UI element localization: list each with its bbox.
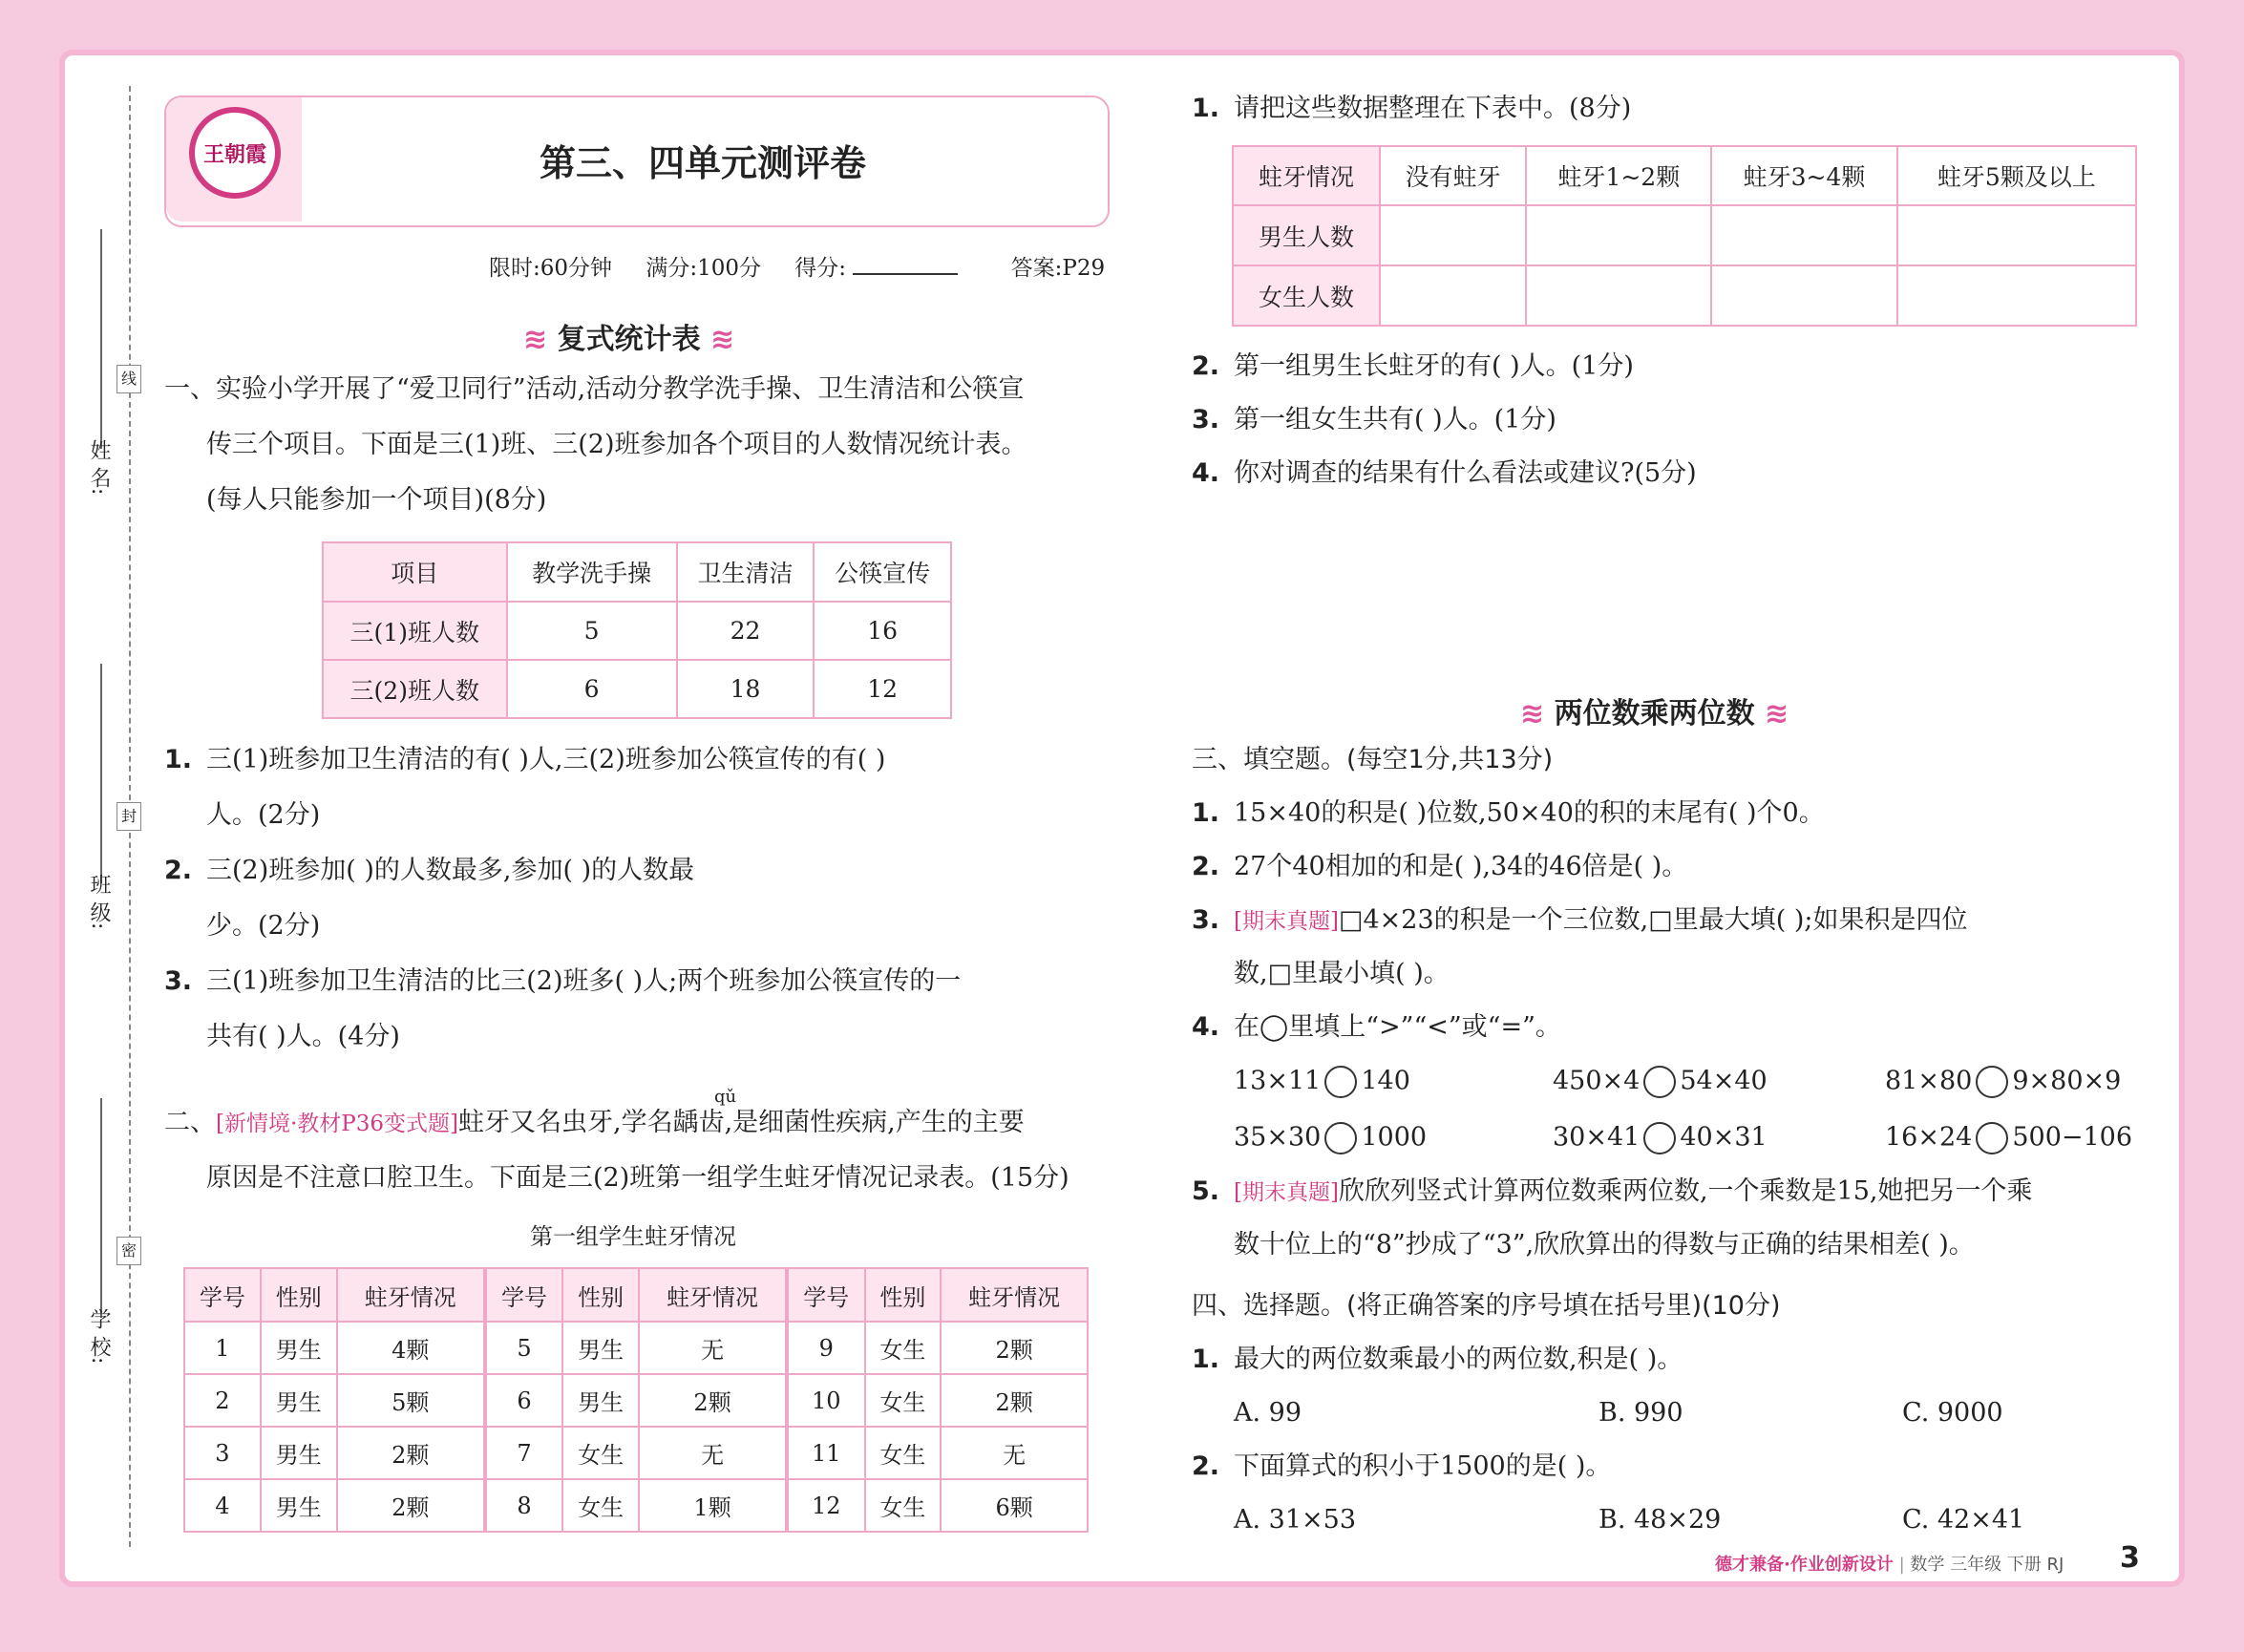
wave-right-icon: ≋ [1765, 697, 1789, 731]
class-label: 班 级: [87, 874, 111, 930]
table-cell: 无 [639, 1322, 787, 1374]
compare-right: 1000 [1361, 1122, 1428, 1153]
p1-q3-number: 3. [164, 966, 193, 996]
r-q3-number: 3. [1192, 405, 1220, 434]
teeth-record-table [183, 1267, 1089, 1533]
table-cell: 2颗 [941, 1374, 1088, 1427]
table-row-label: 三(2)班人数 [323, 660, 507, 718]
table-header: 蛀牙情况 [639, 1268, 787, 1322]
p1-q2-line1: 三(2)班参加( )的人数最多,参加( )的人数最 [206, 856, 695, 885]
answer-cell[interactable] [1380, 205, 1526, 265]
seal-mark-line: 线 [116, 365, 141, 393]
table-cell: 男生 [261, 1427, 337, 1479]
compare-item [1885, 1066, 2121, 1098]
school-blank [100, 1098, 102, 1318]
table-header: 性别 [261, 1268, 337, 1322]
full-score: 满分:100分 [646, 256, 761, 281]
table-header: 学号 [787, 1268, 864, 1322]
table-cell: 16 [814, 602, 951, 660]
table-cell: 男生 [562, 1322, 639, 1374]
table-cell: 女生 [865, 1322, 942, 1374]
p1-q3-line1: 三(1)班参加卫生清洁的比三(2)班多( )人;两个班参加公筷宣传的一 [206, 966, 962, 996]
p3-q3-line1-text: □4×23的积是一个三位数,□里最大填( );如果积是四位 [1338, 905, 1968, 935]
table-header: 性别 [865, 1268, 942, 1322]
part2-line2: 原因是不注意口腔卫生。下面是三(2)班第一组学生蛀牙情况记录表。(15分) [206, 1163, 1069, 1193]
p3-q2-number: 2. [1192, 852, 1220, 881]
compare-right: 54×40 [1680, 1066, 1768, 1096]
part3-title: 三、填空题。(每空1分,共13分) [1192, 745, 1554, 774]
pinyin-annotation: qǔ [714, 1087, 737, 1107]
table-cell: 无 [941, 1427, 1088, 1479]
r-q1-text: 请把这些数据整理在下表中。(8分) [1234, 94, 1632, 123]
compare-circle-icon[interactable] [1643, 1122, 1676, 1154]
p3-q5-number: 5. [1192, 1176, 1220, 1206]
compare-left: 81×80 [1885, 1066, 1973, 1096]
p3-q1-number: 1. [1192, 798, 1220, 828]
table-header: 没有蛀牙 [1380, 146, 1526, 205]
table-cell: 6 [485, 1374, 562, 1427]
page-title: 第三、四单元测评卷 [539, 142, 866, 184]
r-q2-number: 2. [1192, 351, 1220, 381]
p1-q3-line2: 共有( )人。(4分) [206, 1022, 400, 1051]
compare-circle-icon[interactable] [1976, 1122, 2008, 1154]
table-cell: 女生 [562, 1427, 639, 1479]
table-cell: 9 [787, 1322, 864, 1374]
compare-item [1234, 1066, 1410, 1098]
table-cell: 18 [677, 660, 815, 718]
compare-right: 9×80×9 [2012, 1066, 2122, 1096]
part2-line1 [164, 1108, 1025, 1138]
table-cell: 1 [184, 1322, 261, 1374]
p1-q2-number: 2. [164, 856, 193, 885]
table-header: 项目 [323, 542, 507, 602]
p1-q1-line1: 三(1)班参加卫生清洁的有( )人,三(2)班参加公筷宣传的有( ) [206, 745, 886, 774]
table-cell: 10 [787, 1374, 864, 1427]
compare-right: 140 [1361, 1066, 1410, 1096]
p3-q5-tag: [期末真题] [1234, 1180, 1339, 1205]
logo-text: 王朝霞 [202, 142, 266, 167]
table-cell: 男生 [261, 1374, 337, 1427]
footer-info: 数学 三年级 下册 RJ [1910, 1555, 2064, 1575]
table-cell: 男生 [261, 1479, 337, 1532]
section-title-statistics-text: 复式统计表 [557, 323, 701, 356]
section-title-multiplication-text: 两位数乘两位数 [1554, 697, 1755, 731]
table-cell: 2颗 [941, 1322, 1088, 1374]
exam-info [489, 250, 1105, 282]
table-cell: 女生 [562, 1479, 639, 1532]
p4-q1-option-a[interactable]: A. 99 [1234, 1398, 1302, 1428]
p1-q2-line2: 少。(2分) [206, 911, 321, 941]
table-header: 学号 [184, 1268, 261, 1322]
answer-cell[interactable] [1380, 265, 1526, 326]
compare-item [1553, 1066, 1768, 1098]
r-q2-text: 第一组男生长蛀牙的有( )人。(1分) [1234, 351, 1634, 381]
table-header: 卫生清洁 [677, 542, 815, 602]
compare-item [1553, 1122, 1768, 1154]
p4-q1-number: 1. [1192, 1345, 1220, 1374]
score-blank[interactable] [853, 273, 958, 275]
table-cell: 2 [184, 1374, 261, 1427]
p4-q1-option-b[interactable]: B. 990 [1598, 1398, 1683, 1428]
table-cell: 5颗 [337, 1374, 485, 1427]
p3-q5-line1-text: 欣欣列竖式计算两位数乘两位数,一个乘数是15,她把另一个乘 [1338, 1176, 2033, 1206]
p1-q1-line2: 人。(2分) [206, 800, 321, 830]
p3-q5-line1 [1234, 1176, 2032, 1207]
part4-title: 四、选择题。(将正确答案的序号填在括号里)(10分) [1192, 1291, 1781, 1321]
compare-left: 450×4 [1553, 1066, 1641, 1096]
table-cell: 女生 [865, 1374, 942, 1427]
table-header: 蛀牙情况 [1233, 146, 1380, 205]
p4-q2-option-a[interactable]: A. 31×53 [1234, 1505, 1356, 1535]
table-cell: 5 [507, 602, 677, 660]
p4-q2-option-c[interactable]: C. 42×41 [1902, 1505, 2025, 1535]
part2-prefix: 二、 [164, 1108, 216, 1137]
table-cell: 男生 [562, 1374, 639, 1427]
school-label: 学 校: [87, 1308, 111, 1365]
table-cell: 女生 [865, 1427, 942, 1479]
table-row-label: 三(1)班人数 [323, 602, 507, 660]
table-cell: 4颗 [337, 1322, 485, 1374]
section-title-multiplication [1520, 689, 1789, 731]
table-cell: 2颗 [639, 1374, 787, 1427]
p3-q3-line2: 数,□里最小填( )。 [1234, 959, 1450, 988]
answer-cell[interactable] [1526, 265, 1711, 326]
compare-item [1234, 1122, 1427, 1154]
compare-left: 35×30 [1234, 1122, 1322, 1153]
section-title-statistics [523, 315, 734, 357]
p4-q2-number: 2. [1192, 1451, 1220, 1481]
wave-right-icon: ≋ [710, 323, 735, 356]
table-cell: 11 [787, 1427, 864, 1479]
answer-cell[interactable] [1526, 205, 1711, 265]
compare-left: 13×11 [1234, 1066, 1322, 1096]
r-q3-text: 第一组女生共有( )人。(1分) [1234, 405, 1556, 434]
class-blank [100, 664, 102, 883]
part2-line1-text: 蛀牙又名虫牙,学名龋齿,是细菌性疾病,产生的主要 [458, 1108, 1025, 1137]
compare-circle-icon[interactable] [1324, 1122, 1357, 1154]
answer-cell[interactable] [1711, 205, 1896, 265]
compare-circle-icon[interactable] [1976, 1066, 2008, 1098]
table-header: 公筷宣传 [814, 542, 951, 602]
table-row-label: 女生人数 [1233, 265, 1380, 326]
table-cell: 12 [814, 660, 951, 718]
time-limit: 限时:60分钟 [489, 256, 613, 281]
table-cell: 6 [507, 660, 677, 718]
compare-right: 500−106 [2012, 1122, 2133, 1153]
p4-q2-text: 下面算式的积小于1500的是( )。 [1234, 1451, 1612, 1481]
compare-left: 16×24 [1885, 1122, 1973, 1153]
table-header: 蛀牙情况 [941, 1268, 1088, 1322]
table-cell: 6颗 [941, 1479, 1088, 1532]
compare-item [1885, 1122, 2132, 1154]
table-cell: 5 [485, 1322, 562, 1374]
table-cell: 8 [485, 1479, 562, 1532]
table-header: 蛀牙1~2颗 [1526, 146, 1711, 205]
p1-q1-number: 1. [164, 745, 193, 774]
name-label: 姓 名: [87, 439, 111, 496]
table-cell: 1颗 [639, 1479, 787, 1532]
table-cell: 2颗 [337, 1479, 485, 1532]
teeth-table-title: 第一组学生蛀牙情况 [530, 1223, 736, 1250]
table-header: 蛀牙3~4颗 [1711, 146, 1896, 205]
answer-cell[interactable] [1711, 265, 1896, 326]
page-number: 3 [2120, 1541, 2140, 1575]
answer-cell[interactable] [1897, 205, 2136, 265]
part1-intro-line3: (每人只能参加一个项目)(8分) [206, 485, 547, 515]
table-cell: 7 [485, 1427, 562, 1479]
p3-q3-line1 [1234, 905, 1967, 936]
p3-q4-number: 4. [1192, 1012, 1220, 1042]
table-row-label: 男生人数 [1233, 205, 1380, 265]
r-q4-number: 4. [1192, 458, 1220, 488]
part1-intro-line1: 一、实验小学开展了“爱卫同行”活动,活动分教学洗手操、卫生清洁和公筷宣 [164, 374, 1025, 404]
table-cell: 22 [677, 602, 815, 660]
table-header: 教学洗手操 [507, 542, 677, 602]
p4-q2-option-b[interactable]: B. 48×29 [1598, 1505, 1722, 1535]
wave-left-icon: ≋ [1520, 697, 1545, 731]
r-q4-text: 你对调查的结果有什么看法或建议?(5分) [1234, 458, 1697, 488]
table-cell: 12 [787, 1479, 864, 1532]
answer-ref: 答案:P29 [1010, 256, 1106, 281]
footer [1715, 1551, 2064, 1576]
table-cell: 4 [184, 1479, 261, 1532]
p3-q3-tag: [期末真题] [1234, 909, 1339, 934]
table-header: 性别 [562, 1268, 639, 1322]
table-cell: 无 [639, 1427, 787, 1479]
p3-q5-line2: 数十位上的“8”抄成了“3”,欣欣算出的得数与正确的结果相差( )。 [1234, 1230, 1975, 1260]
p4-q1-text: 最大的两位数乘最小的两位数,积是( )。 [1234, 1345, 1683, 1374]
p3-q4-text: 在◯里填上“>”“<”或“=”。 [1234, 1012, 1561, 1042]
table-header: 学号 [485, 1268, 562, 1322]
table-cell: 2颗 [337, 1427, 485, 1479]
compare-circle-icon[interactable] [1643, 1066, 1676, 1098]
compare-circle-icon[interactable] [1324, 1066, 1357, 1098]
p3-q2-text: 27个40相加的和是( ),34的46倍是( )。 [1234, 852, 1688, 881]
part1-intro-line2: 传三个项目。下面是三(1)班、三(2)班参加各个项目的人数情况统计表。 [206, 430, 1027, 459]
table-header: 蛀牙5颗及以上 [1897, 146, 2136, 205]
part2-tag: [新情境·教材P36变式题] [216, 1112, 458, 1136]
seal-mark-secret: 密 [116, 1237, 141, 1265]
class-stats-table [322, 541, 952, 719]
score-label: 得分: [794, 256, 847, 281]
name-blank [100, 229, 102, 449]
table-cell: 男生 [261, 1322, 337, 1374]
footer-series: 德才兼备·作业创新设计 [1715, 1555, 1894, 1575]
table-header: 蛀牙情况 [337, 1268, 485, 1322]
compare-left: 30×41 [1553, 1122, 1641, 1153]
p3-q1-text: 15×40的积是( )位数,50×40的积的末尾有( )个0。 [1234, 798, 1825, 828]
r-q1-number: 1. [1192, 94, 1220, 123]
table-cell: 女生 [865, 1479, 942, 1532]
p4-q1-option-c[interactable]: C. 9000 [1902, 1398, 2003, 1428]
footer-divider: | [1898, 1555, 1905, 1575]
seal-mark-seal: 封 [116, 802, 141, 831]
p3-q3-number: 3. [1192, 905, 1220, 935]
teeth-summary-table [1232, 145, 2137, 327]
compare-right: 40×31 [1680, 1122, 1768, 1153]
table-cell: 3 [184, 1427, 261, 1479]
wave-left-icon: ≋ [523, 323, 548, 356]
answer-cell[interactable] [1897, 265, 2136, 326]
